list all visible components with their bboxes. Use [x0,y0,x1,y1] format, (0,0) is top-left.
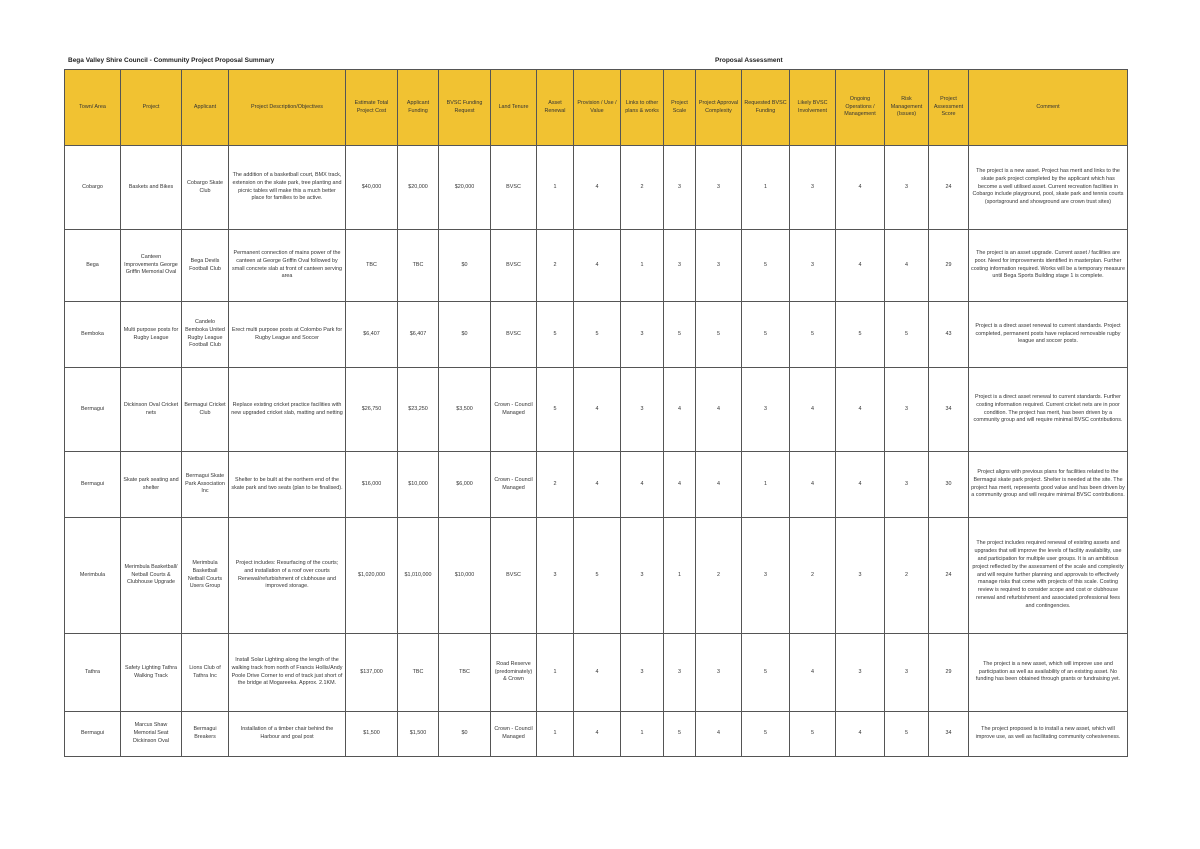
table-cell: 5 [742,302,790,368]
comment-cell: Project aligns with previous plans for facilities related to the Bermagui skate park project. Shelter is needed at the site. The project has merit, represents good value and has been driven by a community group and will require minimal BVSC contributions. [969,452,1128,518]
table-cell: 4 [574,230,621,302]
table-cell: 1 [742,452,790,518]
table-cell: BVSC [491,146,537,230]
table-cell: Merimbula Basketball Netball Courts Users Group [182,518,229,634]
table-cell: Erect multi purpose posts at Colombo Park for Rugby League and Soccer [229,302,346,368]
table-cell: Bermagui [65,712,121,757]
column-header: Project Approval Complexity [696,70,742,146]
table-cell: TBC [398,230,439,302]
table-cell: 3 [742,518,790,634]
table-cell: $16,000 [346,452,398,518]
table-cell: 4 [696,368,742,452]
table-cell: Project includes: Resurfacing of the courts; and installation of a roof over courts Renewal/refurbishment of clubhouse and improved storage. [229,518,346,634]
table-cell: 34 [929,712,969,757]
table-row [65,302,1128,368]
table-cell: 1 [537,146,574,230]
table-cell: 24 [929,146,969,230]
table-cell: 29 [929,230,969,302]
column-header: Project [121,70,182,146]
table-cell: $0 [439,302,491,368]
table-cell: Road Reserve (predominately) & Crown [491,634,537,712]
table-cell: Shelter to be built at the northern end of the skate park and two seats (plan to be finalised). [229,452,346,518]
table-cell: 24 [929,518,969,634]
table-cell: $137,000 [346,634,398,712]
table-cell: Bega Devils Football Club [182,230,229,302]
table-cell: Lions Club of Tathra Inc [182,634,229,712]
table-cell: 3 [621,518,664,634]
table-cell: 4 [621,452,664,518]
table-cell: 5 [664,712,696,757]
table-cell: Bermagui [65,368,121,452]
table-cell: 2 [885,518,929,634]
table-cell: 3 [664,230,696,302]
table-cell: $10,000 [439,518,491,634]
table-cell: Bermagui Skate Park Association Inc [182,452,229,518]
table-cell: BVSC [491,302,537,368]
column-header: Project Assessment Score [929,70,969,146]
table-cell: $1,500 [346,712,398,757]
table-cell: 4 [836,368,885,452]
table-row [65,452,1128,518]
table-cell: Crown - Council Managed [491,368,537,452]
proposal-table [64,69,1128,757]
table-cell: $23,250 [398,368,439,452]
table-cell: Safety Lighting Tathra Walking Track [121,634,182,712]
table-cell: 4 [836,712,885,757]
table-row [65,634,1128,712]
table-cell: 4 [790,452,836,518]
table-cell: Multi purpose posts for Rugby League [121,302,182,368]
comment-cell: The project is a new asset, which will improve use and participation as well as availability of an existing asset. No funding has been obtained through grants or fundraising yet. [969,634,1128,712]
table-cell: 4 [836,230,885,302]
table-cell: Dickinson Oval Cricket nets [121,368,182,452]
table-cell: 3 [696,634,742,712]
table-cell: Cobargo [65,146,121,230]
table-cell: $1,010,000 [398,518,439,634]
table-body [65,146,1128,757]
table-cell: 4 [574,146,621,230]
table-cell: 5 [790,712,836,757]
table-cell: Candelo Bemboka United Rugby League Football Club [182,302,229,368]
table-row [65,230,1128,302]
table-cell: Replace existing cricket practice facilities with new upgraded cricket slab, matting and netting [229,368,346,452]
table-cell: Tathra [65,634,121,712]
table-cell: $1,020,000 [346,518,398,634]
table-cell: Bermagui Breakers [182,712,229,757]
table-cell: Permanent connection of mains power of the canteen at George Griffin Oval followed by small concrete slab at front of canteen serving area [229,230,346,302]
table-cell: 4 [885,230,929,302]
comment-cell: The project proposed is to install a new asset, which will improve use, as well as facilitating community cohesiveness. [969,712,1128,757]
table-cell: The addition of a basketball court, BMX track, extension on the skate park, tree planting and picnic tables will make this a much better place for families to be active. [229,146,346,230]
comment-cell: The project includes required renewal of existing assets and upgrades that will improve the levels of facility availability, use and participation for multiple user groups. It is an ambitious project reflected by the assessment of the scale and complexity and will require further planning and approvals to effectively manage risks that come with projects of this scale. Costing review is required to consider scope and cost or clubhouse renewal and refurbishment and associated professional fees and contingencies. [969,518,1128,634]
column-header: Risk Management (Issues) [885,70,929,146]
table-cell: Crown - Council Managed [491,452,537,518]
table-cell: 4 [664,452,696,518]
column-header: Project Scale [664,70,696,146]
table-cell: 3 [742,368,790,452]
table-cell: $20,000 [398,146,439,230]
table-cell: 5 [696,302,742,368]
table-cell: $0 [439,230,491,302]
comment-cell: Project is a direct asset renewal to current standards. Project completed, permanent posts have replaced removable rugby league and soccer posts. [969,302,1128,368]
table-cell: 1 [621,230,664,302]
table-cell: Marcus Shaw Memorial Seat Dickinson Oval [121,712,182,757]
table-cell: 5 [885,302,929,368]
table-cell: Install Solar Lighting along the length of the walking track from north of Francis Hollis/Andy Poole Drive Corner to end of track just short of the bridge at Mogareeka. Approx. 2.1KM. [229,634,346,712]
table-row [65,712,1128,757]
table-cell: 1 [537,634,574,712]
comment-cell: Project is a direct asset renewal to current standards. Further costing information required. Current cricket nets are in poor condition. The project has merit, has been driven by a community group and will require minimal BVSC contributions. [969,368,1128,452]
table-cell: 4 [664,368,696,452]
table-cell: Bega [65,230,121,302]
table-cell: 2 [790,518,836,634]
table-cell: 5 [574,518,621,634]
table-cell: 4 [574,712,621,757]
table-cell: Merimbula Basketball/ Netball Courts & Clubhouse Upgrade [121,518,182,634]
table-cell: Bermagui Cricket Club [182,368,229,452]
table-cell: 5 [742,230,790,302]
table-cell: 5 [537,302,574,368]
table-cell: 1 [742,146,790,230]
table-cell: 4 [790,634,836,712]
table-cell: 5 [574,302,621,368]
table-cell: 3 [885,452,929,518]
table-cell: 30 [929,452,969,518]
table-row [65,146,1128,230]
table-cell: 3 [836,634,885,712]
assessment-section-title: Proposal Assessment [715,57,783,64]
table-cell: 5 [742,634,790,712]
column-header: Ongoing Operations / Management [836,70,885,146]
table-cell: 4 [790,368,836,452]
column-header: Project Description/Objectives [229,70,346,146]
comment-cell: The project is a new asset. Project has merit and links to the skate park project completed by the applicant which has become a well utilised asset. Current recreation facilities in Cobargo include playground, pool, skate park and tennis courts (sportsground and showground are crown trust sites) [969,146,1128,230]
table-cell: 4 [574,452,621,518]
document-title: Bega Valley Shire Council - Community Project Proposal Summary [68,57,275,64]
table-cell: TBC [398,634,439,712]
table-cell: 3 [885,146,929,230]
table-cell: 2 [537,230,574,302]
table-cell: 1 [621,712,664,757]
table-cell: 5 [664,302,696,368]
table-cell: 4 [836,452,885,518]
column-header: Provision / Use / Value [574,70,621,146]
table-cell: 3 [790,146,836,230]
table-cell: 3 [621,368,664,452]
table-cell: $26,750 [346,368,398,452]
table-cell: 5 [790,302,836,368]
table-cell: BVSC [491,518,537,634]
column-header: Asset Renewal [537,70,574,146]
table-cell: Crown - Council Managed [491,712,537,757]
table-cell: 1 [537,712,574,757]
table-cell: 2 [537,452,574,518]
table-cell: 5 [742,712,790,757]
column-header: Likely BVSC Involvement [790,70,836,146]
table-cell: Cobargo Skate Club [182,146,229,230]
column-header: BVSC Funding Request [439,70,491,146]
table-header [65,70,1128,146]
table-cell: 34 [929,368,969,452]
column-header: Applicant Funding [398,70,439,146]
table-cell: $0 [439,712,491,757]
table-cell: 43 [929,302,969,368]
column-header: Comment [969,70,1128,146]
column-header: Applicant [182,70,229,146]
table-cell: 3 [664,634,696,712]
table-cell: 4 [574,368,621,452]
table-cell: $40,000 [346,146,398,230]
table-cell: 4 [696,712,742,757]
table-cell: $20,000 [439,146,491,230]
table-row [65,368,1128,452]
table-cell: 4 [836,146,885,230]
table-cell: TBC [346,230,398,302]
table-cell: 5 [836,302,885,368]
table-cell: 3 [885,634,929,712]
table-cell: Installation of a timber chair behind the Harbour and goal post [229,712,346,757]
table-cell: 3 [696,230,742,302]
header-row [65,70,1128,146]
column-header: Links to other plans & works [621,70,664,146]
table-cell: Bermagui [65,452,121,518]
table-cell: $6,407 [346,302,398,368]
table-cell: 4 [574,634,621,712]
column-header: Estimate Total Project Cost [346,70,398,146]
table-cell: 2 [696,518,742,634]
table-cell: 3 [696,146,742,230]
table-cell: Skate park seating and shelter [121,452,182,518]
table-cell: 1 [664,518,696,634]
table-cell: Bemboka [65,302,121,368]
table-cell: $6,407 [398,302,439,368]
table-cell: 5 [537,368,574,452]
table-cell: 4 [696,452,742,518]
table-cell: TBC [439,634,491,712]
comment-cell: The project is an asset upgrade. Current asset / facilities are poor. Need for improvements identified in masterplan. Further costing information required. Works will be a temporary measure until Bega Sports Building stage 1 is complete. [969,230,1128,302]
table-row [65,518,1128,634]
table-cell: 3 [537,518,574,634]
table-cell: Merimbula [65,518,121,634]
table-cell: 3 [885,368,929,452]
column-header: Land Tenure [491,70,537,146]
table-cell: 3 [790,230,836,302]
table-cell: $3,500 [439,368,491,452]
column-header: Town/ Area [65,70,121,146]
table-cell: 5 [885,712,929,757]
table-cell: 29 [929,634,969,712]
table-cell: 3 [621,302,664,368]
table-cell: 3 [664,146,696,230]
table-cell: 3 [621,634,664,712]
table-cell: 3 [836,518,885,634]
table-cell: Canteen Improvements George Griffin Memorial Oval [121,230,182,302]
table-cell: $6,000 [439,452,491,518]
table-cell: BVSC [491,230,537,302]
column-header: Requested BVSC Funding [742,70,790,146]
table-cell: Baskets and Bikes [121,146,182,230]
table-cell: $10,000 [398,452,439,518]
table-cell: 2 [621,146,664,230]
table-cell: $1,500 [398,712,439,757]
